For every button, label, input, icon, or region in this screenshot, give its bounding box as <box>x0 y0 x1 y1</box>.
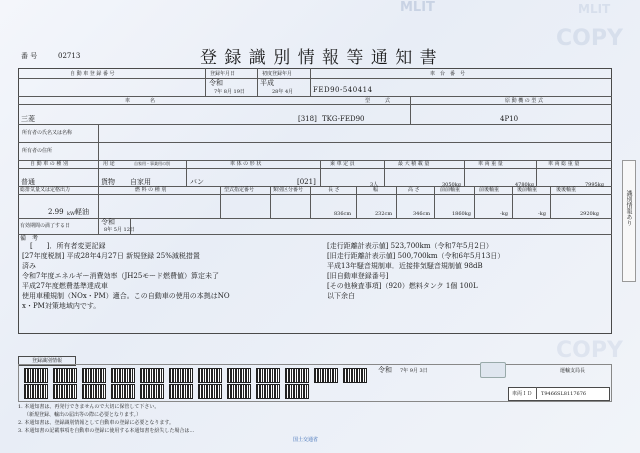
notes-right-line: 平成13年騒音規制車．近接排気騒音規制値 98dB <box>327 262 483 270</box>
rf-axle-value: -kg <box>538 211 546 217</box>
expiry-date: 8年 5月 12日 <box>104 227 135 233</box>
reg-date-label: 登録年月日 <box>210 71 236 77</box>
expiry-era: 令和 <box>101 218 115 226</box>
fr-axle-value: -kg <box>500 211 508 217</box>
qr-code <box>198 368 222 383</box>
footnote-4: 3. 本通知書の記載事項を自動車の登録に使用する本通知書を紛失した場合は… <box>18 428 195 434</box>
notes-right-line: [旧走行距離計表示値] 500,700km（令和6年5月13日） <box>327 252 505 260</box>
height-label: 高 さ <box>408 187 420 193</box>
issue-date: 7年 9月 3日 <box>400 368 428 374</box>
notes-right-line: 以下余白 <box>327 292 355 300</box>
gross-value: 7995kg <box>585 182 604 188</box>
first-reg-era: 平成 <box>260 79 274 87</box>
ff-axle-label: 前前軸重 <box>440 187 461 193</box>
rf-axle-label: 後前軸重 <box>517 187 538 193</box>
length-label: 長 さ <box>328 187 340 193</box>
footnote-2: （新規登録、輸出の届出等の際に必要となります。） <box>24 412 142 418</box>
qr-code <box>111 384 135 399</box>
qr-code <box>169 368 193 383</box>
qr-code <box>24 384 48 399</box>
notes-left-line: 済み <box>22 262 36 270</box>
fr-axle-label: 前後軸重 <box>479 187 500 193</box>
page-title: 登 録 識 別 情 報 等 通 知 書 <box>200 48 438 68</box>
make-label: 車 名 <box>125 98 156 104</box>
gross-label: 車 両 総 重 量 <box>548 161 580 167</box>
qr-code <box>227 384 251 399</box>
notes-right-line: [走行距離計表示値] 523,700km（令和7年5月2日） <box>327 242 493 250</box>
reg-date-era: 令和 <box>209 79 223 87</box>
notes-right-line: [その他検査事項]（920）燃料タンク 1個 100L <box>327 282 478 290</box>
notes-label: 備 考 <box>20 235 39 242</box>
qr-code <box>140 384 164 399</box>
qr-code <box>256 384 280 399</box>
qr-code <box>343 368 367 383</box>
displacement-value: 2.99 <box>48 208 64 216</box>
kind-value: 普通 <box>21 178 35 186</box>
category-label: 類別区分番号 <box>273 187 304 193</box>
private-value: 自家用 <box>130 178 151 186</box>
ministry-mark: 国土交通省 <box>293 437 319 443</box>
qr-code <box>82 368 106 383</box>
issue-era: 令和 <box>378 366 392 374</box>
width-value: 232cm <box>375 211 393 217</box>
document-number: 02713 <box>58 52 81 60</box>
qr-code <box>24 368 48 383</box>
make-value: 三菱 <box>21 115 35 123</box>
max-load-label: 最 大 積 載 量 <box>398 161 430 167</box>
notes-right-line: [旧自動車登録番号] <box>327 272 389 280</box>
first-reg: 28年 4月 <box>272 89 294 95</box>
watermark-mlit-right: MLIT <box>578 2 611 16</box>
first-reg-label: 初度登録年月 <box>262 71 293 77</box>
watermark-copy-top: COPY <box>556 26 623 51</box>
footnote-1: 1. 本通知書は、再発行できませんので大切に保管して下さい。 <box>18 404 160 410</box>
qr-code <box>169 384 193 399</box>
qr-code <box>314 368 338 383</box>
qr-code <box>53 368 77 383</box>
private-label: 自家用・事業用の別 <box>134 161 170 166</box>
capacity-label: 乗 車 定 員 <box>330 161 355 167</box>
model-value: TKG-FED90 <box>322 115 365 123</box>
notes-left-line: [27年度税制] 平成28年4月27日 新規登録 25%減税措置 <box>22 252 200 260</box>
body-value: バン <box>190 178 204 186</box>
notes-left-line: 平成27年度燃費基準達成車 <box>22 282 108 290</box>
qr-code <box>53 384 77 399</box>
max-load-value: 3050kg <box>442 182 461 188</box>
weight-value: 4780kg <box>515 182 534 188</box>
weight-label: 車 両 重 量 <box>478 161 503 167</box>
model-code: [318] <box>298 115 317 123</box>
use-value: 貨物 <box>101 178 115 186</box>
owner-name-label: 所有者の氏名又は名称 <box>22 130 73 136</box>
qr-code <box>285 368 309 383</box>
body-code: [021] <box>297 178 316 186</box>
notes-left-line: x・PM対策地域内です。 <box>22 302 101 310</box>
type-approval-label: 型式指定番号 <box>224 187 255 193</box>
height-value: 346cm <box>413 211 431 217</box>
reg-date: 7年 8月 19日 <box>214 89 245 95</box>
qr-code <box>82 384 106 399</box>
ff-axle-value: 1860kg <box>452 211 471 217</box>
capacity-value: 3人 <box>370 182 379 188</box>
chassis-label: 車 台 番 号 <box>430 71 466 77</box>
displacement-label: 総排気量又は定格出力 <box>20 187 71 193</box>
number-label: 番 号 <box>21 52 38 60</box>
engine-value: 4P10 <box>500 115 519 123</box>
kind-label: 自 動 車 の 種 別 <box>30 161 68 167</box>
qr-code <box>111 368 135 383</box>
fuel-label: 燃 料 の 種 別 <box>135 187 167 193</box>
reg-no-label: 自 動 車 登 録 番 号 <box>70 71 115 77</box>
notes-left-line: 令和7年度エネルギー消費効率（JH25モード燃費値）算定未了 <box>22 272 219 280</box>
body-label: 車 体 の 形 状 <box>230 161 262 167</box>
displacement-unit: kW <box>67 211 76 217</box>
vehicle-id-label: 車両ＩＤ <box>512 391 533 397</box>
rr-axle-label: 後後軸重 <box>556 187 577 193</box>
bureau-label: 運輸支局長 <box>560 368 586 374</box>
vehicle-id-value: T9466SL8117676 <box>541 391 587 397</box>
reg-info-label: 登録識別情報 <box>18 356 76 366</box>
footnote-3: 2. 本通知書は、登録識別情報として自動車の登録に必要となります。 <box>18 420 174 426</box>
watermark-mlit-top: MLIT <box>400 0 435 15</box>
qr-code <box>140 368 164 383</box>
expiry-label: 有効期間の満了する日 <box>20 223 71 229</box>
watermark-copy-bottom: COPY <box>556 338 623 363</box>
side-tab-text: 識別情報あり <box>625 190 632 226</box>
bureau-seal <box>480 362 506 378</box>
engine-label: 原 動 機 の 型 式 <box>505 98 543 104</box>
qr-code <box>198 384 222 399</box>
rr-axle-value: 2920kg <box>580 211 599 217</box>
qr-code <box>285 384 309 399</box>
fuel-value: 軽油 <box>75 208 89 216</box>
chassis-no: FED90-540414 <box>313 86 373 94</box>
qr-code <box>227 368 251 383</box>
width-label: 幅 <box>373 187 379 193</box>
length-value: 836cm <box>334 211 352 217</box>
notes-left-line: [ ]．所有者変更記録 <box>30 242 106 250</box>
notes-left-line: 使用車種規制（NOx・PM）適合。この自動車の使用の本拠はNO <box>22 292 230 300</box>
qr-code <box>256 368 280 383</box>
owner-address-label: 所有者の住所 <box>22 148 53 154</box>
use-label: 用 途 <box>103 161 115 167</box>
model-label: 型 式 <box>365 98 391 104</box>
